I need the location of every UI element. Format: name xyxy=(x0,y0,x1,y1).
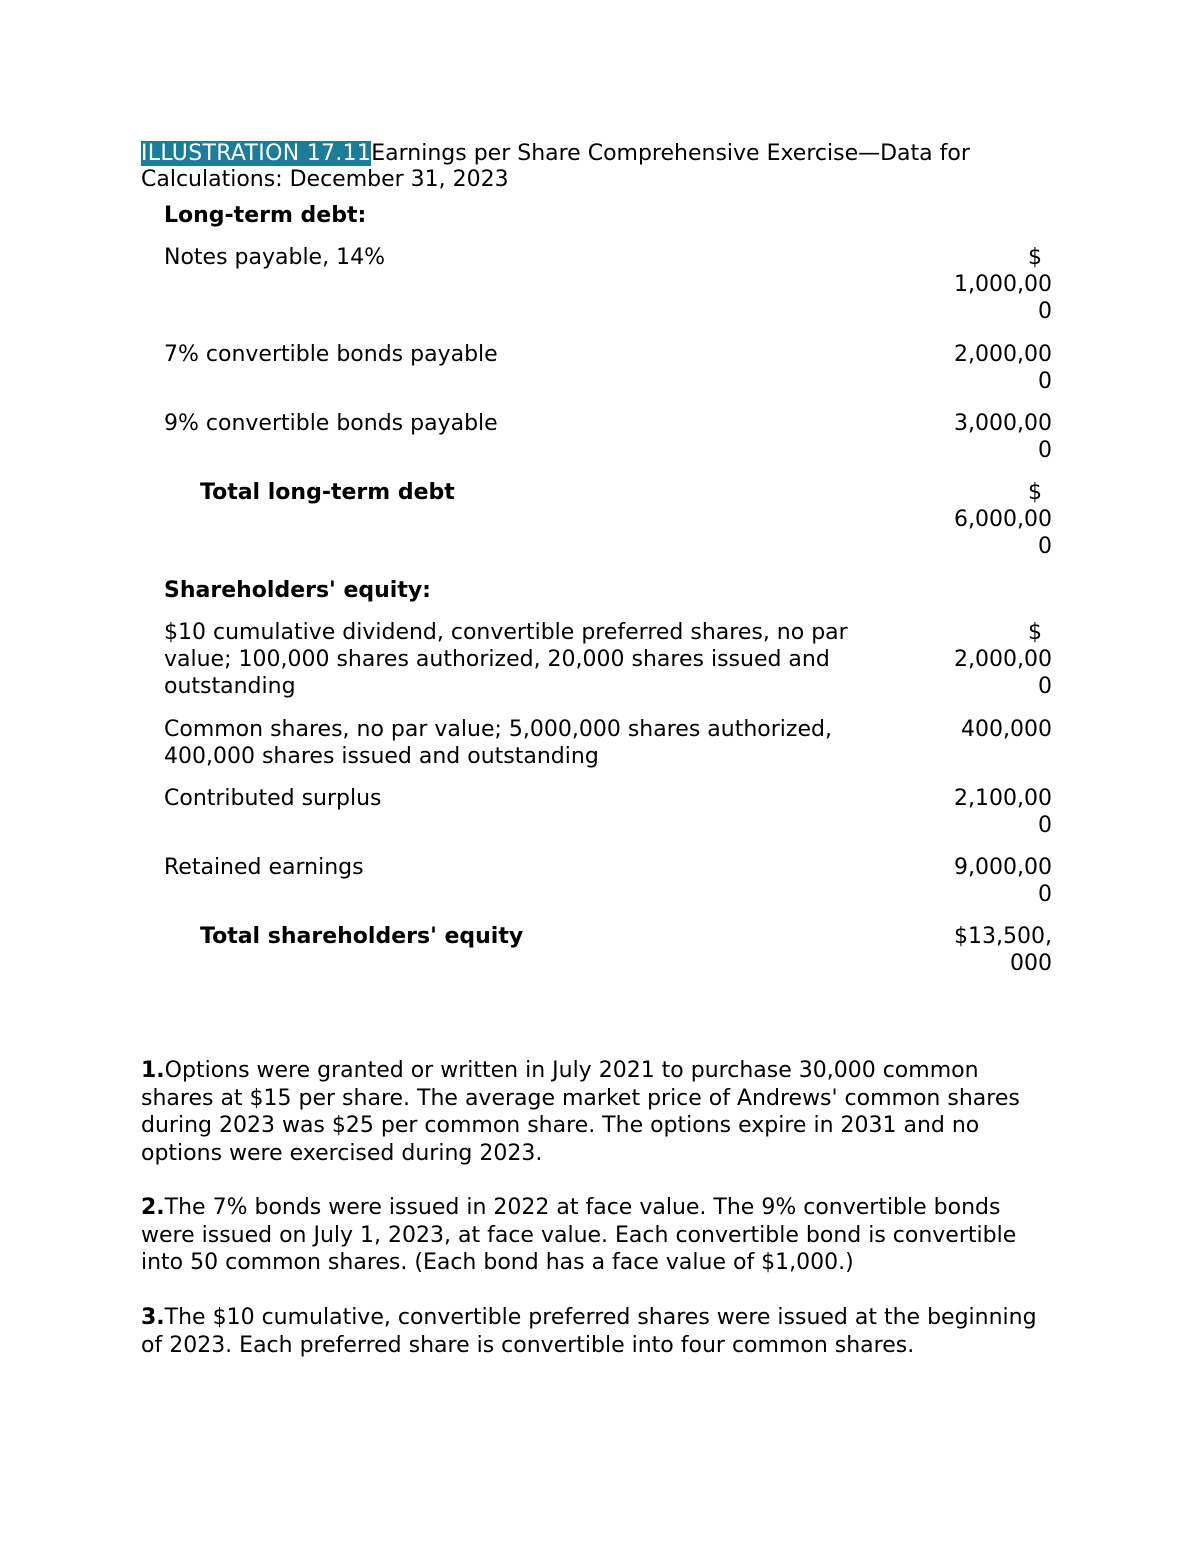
row-label: $10 cumulative dividend, convertible preferred shares, no par value; 100,000 shares authorized, 20,000 shares issued and outstanding xyxy=(164,620,848,699)
table-row xyxy=(164,244,1052,326)
row-label: 9% convertible bonds payable xyxy=(164,411,498,436)
note-number: 2. xyxy=(141,1195,165,1220)
row-amount: 2,100,00 0 xyxy=(954,786,1052,838)
note-text: The $10 cumulative, convertible preferred shares were issued at the beginning of 2023. Each preferred share is convertible into four common shares. xyxy=(141,1305,1037,1358)
illustration-title xyxy=(141,141,1041,193)
illustration-badge: ILLUSTRATION 17.11 xyxy=(141,141,372,166)
note-number: 1. xyxy=(141,1058,165,1083)
table-row xyxy=(164,716,1052,770)
row-amount: 3,000,00 0 xyxy=(954,411,1052,463)
row-amount: $13,500, 000 xyxy=(954,924,1052,976)
row-label: Total long-term debt xyxy=(200,480,455,505)
table-row xyxy=(164,410,1052,464)
table-row xyxy=(164,341,1052,395)
row-amount: $ 1,000,00 0 xyxy=(954,245,1052,324)
table-row xyxy=(164,785,1052,839)
shareholders-equity-heading: Shareholders' equity: xyxy=(164,578,431,603)
note-2 xyxy=(141,1194,1051,1277)
note-number: 3. xyxy=(141,1305,165,1330)
row-label: Common shares, no par value; 5,000,000 shares authorized, 400,000 shares issued and outstanding xyxy=(164,717,832,769)
table-row xyxy=(164,619,1052,701)
illustration-title-text: Earnings per Share Comprehensive Exercise—Data for Calculations: December 31, 2023 xyxy=(141,141,970,192)
row-label: Contributed surplus xyxy=(164,786,382,811)
total-long-term-debt-row xyxy=(164,479,1052,561)
note-text: The 7% bonds were issued in 2022 at face value. The 9% convertible bonds were issued on July 1, 2023, at face value. Each convertible bond is convertible into 50 common shares. (Each bond has a face value of $1,000.) xyxy=(141,1195,1017,1275)
long-term-debt-heading: Long-term debt: xyxy=(164,203,367,228)
row-label: 7% convertible bonds payable xyxy=(164,342,498,367)
row-amount: $ 2,000,00 0 xyxy=(954,620,1052,699)
row-label: Retained earnings xyxy=(164,855,364,880)
note-1 xyxy=(141,1057,1051,1167)
row-amount: $ 6,000,00 0 xyxy=(954,480,1052,559)
row-label: Notes payable, 14% xyxy=(164,245,385,270)
row-amount: 9,000,00 0 xyxy=(954,855,1052,907)
row-label: Total shareholders' equity xyxy=(200,924,524,949)
note-text: Options were granted or written in July 2021 to purchase 30,000 common shares at $15 per share. The average market price of Andrews' common shares during 2023 was $25 per common share. The options expire in 2031 and no options were exercised during 2023. xyxy=(141,1058,1020,1166)
row-amount: 2,000,00 0 xyxy=(954,342,1052,394)
note-3 xyxy=(141,1304,1051,1359)
table-row xyxy=(164,854,1052,908)
row-amount: 400,000 xyxy=(961,717,1052,742)
total-shareholders-equity-row xyxy=(164,923,1052,977)
